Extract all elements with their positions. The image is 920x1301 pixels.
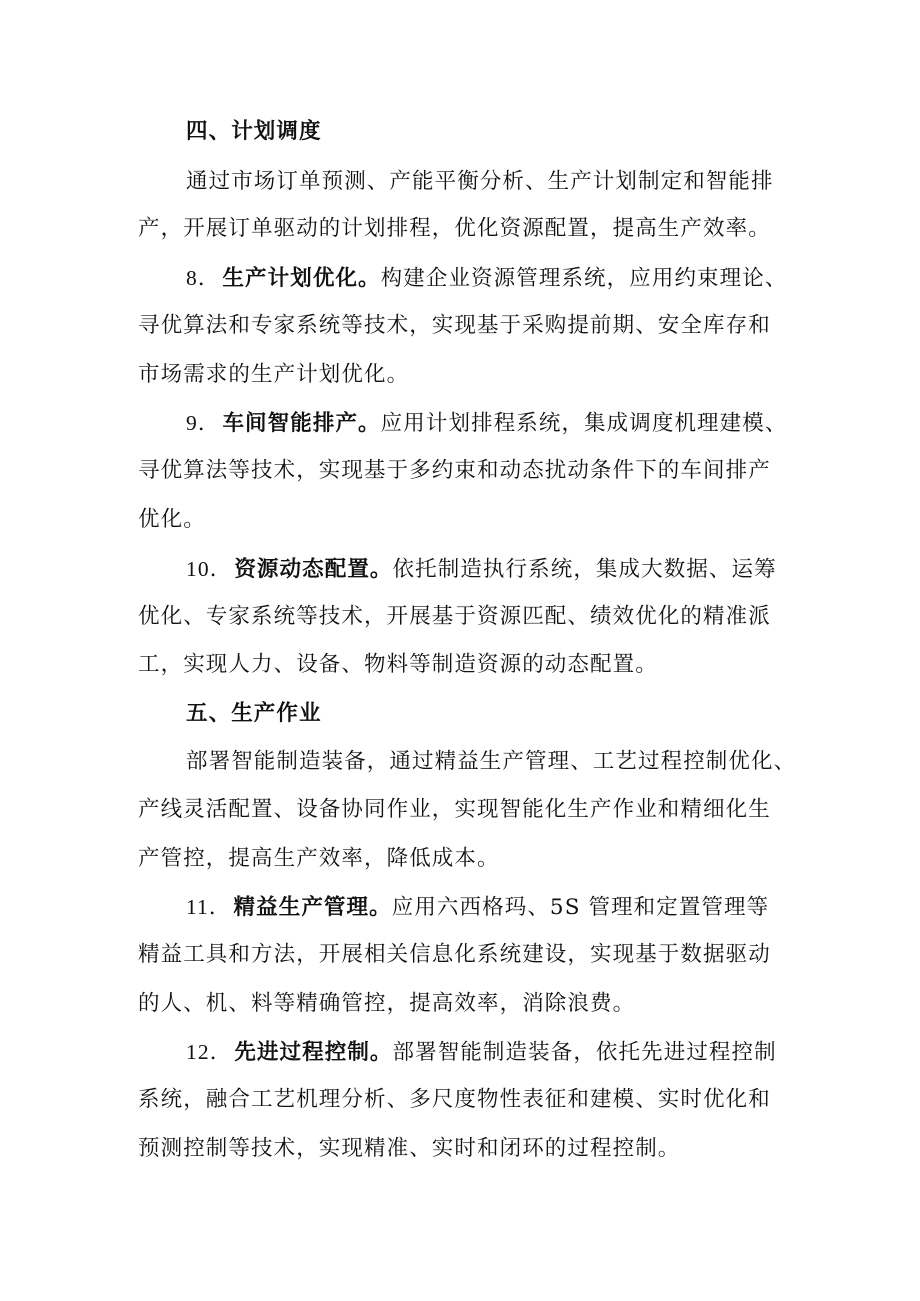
paragraph-line: 工，实现人力、设备、物料等制造资源的动态配置。 — [138, 652, 658, 677]
section-heading-production: 五、生产作业 — [186, 701, 322, 726]
paragraph-line: 通过市场订单预测、产能平衡分析、生产计划制定和智能排 — [186, 169, 774, 194]
paragraph-line: 优化。 — [138, 507, 206, 532]
item-title: 车间智能排产。 — [222, 411, 381, 436]
paragraph-line: 产管控，提高生产效率，降低成本。 — [138, 846, 500, 871]
item-text: 应用计划排程系统，集成调度机理建模、 — [380, 411, 788, 436]
item-number: 8． — [186, 266, 221, 290]
paragraph-line: 产线灵活配置、设备协同作业，实现智能化生产作业和精细化生 — [138, 797, 771, 822]
item-title: 资源动态配置。 — [234, 557, 393, 582]
item-12-first-line — [0, 1028, 920, 1076]
item-title: 生产计划优化。 — [222, 266, 381, 291]
item-number: 10． — [186, 557, 233, 581]
item-title: 先进过程控制。 — [234, 1040, 393, 1065]
item-text: 部署智能制造装备，依托先进过程控制 — [392, 1040, 777, 1065]
paragraph-line: 市场需求的生产计划优化。 — [138, 362, 410, 387]
item-number: 12． — [186, 1040, 233, 1064]
item-text: 应用六西格玛、5S 管理和定置管理等 — [391, 895, 770, 920]
paragraph-line: 优化、专家系统等技术，开展基于资源匹配、绩效优化的精准派 — [138, 604, 771, 629]
section-heading-planning: 四、计划调度 — [186, 119, 322, 144]
item-text: 构建企业资源管理系统，应用约束理论、 — [380, 266, 788, 291]
paragraph-line: 部署智能制造装备，通过精益生产管理、工艺过程控制优化、 — [186, 749, 797, 774]
paragraph-line: 精益工具和方法，开展相关信息化系统建设，实现基于数据驱动 — [138, 942, 771, 967]
paragraph-line: 系统，融合工艺机理分析、多尺度物性表征和建模、实时优化和 — [138, 1087, 771, 1112]
item-10-first-line — [0, 545, 920, 593]
paragraph-line: 的人、机、料等精确管控，提高效率，消除浪费。 — [138, 991, 636, 1016]
item-8-first-line — [0, 254, 920, 302]
item-text: 依托制造执行系统，集成大数据、运筹 — [392, 557, 777, 582]
item-number: 11． — [186, 895, 232, 919]
paragraph-line: 寻优算法等技术，实现基于多约束和动态扰动条件下的车间排产 — [138, 458, 771, 483]
paragraph-line: 寻优算法和专家系统等技术，实现基于采购提前期、安全库存和 — [138, 313, 771, 338]
paragraph-line: 产，开展订单驱动的计划排程，优化资源配置，提高生产效率。 — [138, 216, 771, 241]
item-11-first-line — [0, 883, 920, 931]
item-title: 精益生产管理。 — [233, 895, 392, 920]
item-number: 9． — [186, 411, 221, 435]
item-9-first-line — [0, 399, 920, 447]
paragraph-line: 预测控制等技术，实现精准、实时和闭环的过程控制。 — [138, 1136, 681, 1161]
